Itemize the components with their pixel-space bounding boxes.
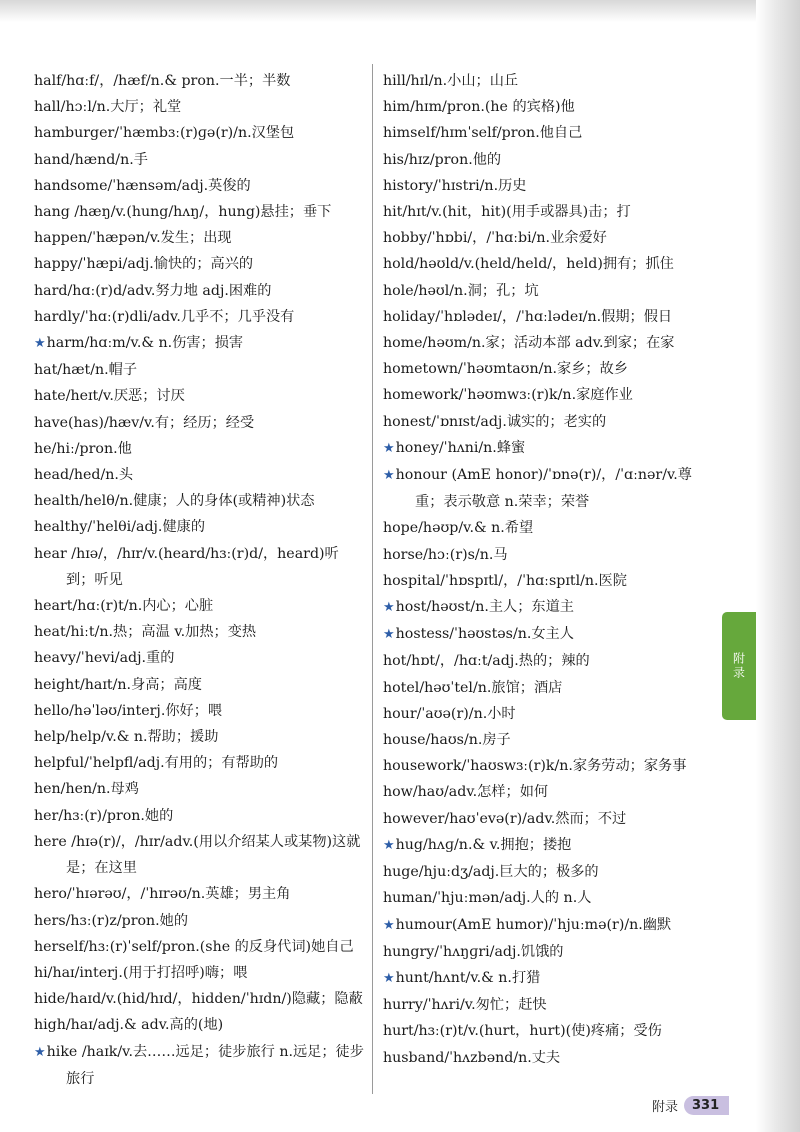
entry-text: here /hɪə(r)/，/hɪr/adv.(用以介绍某人或某物)这就是；在这里: [34, 833, 361, 877]
entry-text: help/help/v.& n.帮助；援助: [34, 729, 219, 746]
dictionary-entry: [34, 68, 366, 94]
dictionary-entry: [34, 304, 366, 330]
dictionary-entry: [34, 960, 366, 986]
dictionary-entry: [34, 278, 366, 304]
entry-text: hour/ˈaʊə(r)/n.小时: [383, 705, 516, 722]
dictionary-entry: [34, 94, 366, 120]
dictionary-entry: [34, 436, 366, 462]
dictionary-entry: [383, 304, 719, 330]
star-icon: ★: [383, 627, 395, 643]
dictionary-entry: [383, 515, 719, 541]
dictionary-entry: [34, 147, 366, 173]
dictionary-entry: [34, 645, 366, 671]
entry-text: huge/hjuːdʒ/adj.巨大的；极多的: [383, 864, 599, 881]
dictionary-entry: [34, 120, 366, 146]
entry-text: hotel/həʊˈtel/n.旅馆；酒店: [383, 679, 563, 696]
entry-text: hard/hɑː(r)d/adv.努力地 adj.困难的: [34, 282, 272, 299]
entry-text: how/haʊ/adv.怎样；如何: [383, 784, 549, 801]
entry-text: himself/hɪmˈself/pron.他自己: [383, 125, 583, 142]
entry-text: however/haʊˈevə(r)/adv.然而；不过: [383, 810, 627, 827]
entry-text: hamburger/ˈhæmbɜː(r)ɡə(r)/n.汉堡包: [34, 125, 295, 142]
entry-text: hobby/ˈhɒbi/，/ˈhɑːbi/n.业余爱好: [383, 230, 607, 247]
dictionary-entry: [34, 1039, 366, 1092]
entry-text: harm/hɑːm/v.& n.伤害；损害: [46, 335, 244, 352]
entry-text: hug/hʌɡ/n.& v.拥抱；搂抱: [395, 836, 572, 853]
dictionary-entry: [34, 1012, 366, 1038]
dictionary-entry: [34, 330, 366, 357]
entry-text: hate/heɪt/v.厌恶；讨厌: [34, 388, 185, 405]
entry-text: horse/hɔː(r)s/n.马: [383, 546, 508, 563]
dictionary-entry: [34, 986, 366, 1012]
dictionary-entry: [383, 992, 719, 1018]
dictionary-entry: [383, 462, 719, 515]
entry-text: hat/hæt/n.帽子: [34, 362, 138, 379]
dictionary-entry: [383, 965, 719, 992]
dictionary-entry: [383, 409, 719, 435]
dictionary-entry: [34, 776, 366, 802]
star-icon: ★: [34, 1044, 46, 1060]
entry-text: humour(AmE humor)/ˈhjuːmə(r)/n.幽默: [395, 916, 672, 933]
entry-text: high/haɪ/adj.& adv.高的(地): [34, 1017, 224, 1034]
entry-text: human/ˈhjuːmən/adj.人的 n.人: [383, 890, 592, 907]
dictionary-entry: [383, 382, 719, 408]
dictionary-entry: [383, 912, 719, 939]
entry-text: hurt/hɜː(r)t/v.(hurt，hurt)(使)疼痛；受伤: [383, 1023, 662, 1040]
star-icon: ★: [383, 440, 395, 456]
dictionary-entry: [383, 225, 719, 251]
entry-text: hall/hɔːl/n.大厅；礼堂: [34, 99, 182, 116]
entry-text: health/helθ/n.健康；人的身体(或精神)状态: [34, 493, 315, 510]
entry-text: honour (AmE honor)/ˈɒnə(r)/，/ˈɑːnər/v.尊重；表示敬意 n.荣幸；荣誉: [395, 467, 692, 511]
dictionary-entry: [34, 881, 366, 907]
dictionary-entry: [383, 648, 719, 674]
dictionary-entry: [34, 672, 366, 698]
dictionary-entry: [383, 832, 719, 859]
dictionary-entry: [383, 1018, 719, 1044]
entry-text: heat/hiːt/n.热；高温 v.加热；变热: [34, 624, 257, 641]
entry-text: handsome/ˈhænsəm/adj.英俊的: [34, 177, 251, 194]
dictionary-entry: [383, 120, 719, 146]
dictionary-entry: [383, 199, 719, 225]
star-icon: ★: [383, 970, 395, 986]
entry-text: head/hed/n.头: [34, 467, 134, 484]
dictionary-entry: [383, 859, 719, 885]
entry-text: hide/haɪd/v.(hid/hɪd/，hidden/ˈhɪdn/)隐藏；隐蔽: [34, 991, 363, 1008]
dictionary-entry: [383, 542, 719, 568]
dictionary-entry: [383, 779, 719, 805]
dictionary-entry: [383, 701, 719, 727]
entry-text: homework/ˈhəʊmwɜː(r)k/n.家庭作业: [383, 387, 633, 404]
entry-text: hers/hɜː(r)z/pron.她的: [34, 912, 189, 929]
dictionary-entry: [383, 594, 719, 621]
dictionary-entry: [34, 934, 366, 960]
entry-text: hand/hænd/n.手: [34, 151, 148, 168]
entry-text: hole/həʊl/n.洞；孔；坑: [383, 282, 539, 299]
entry-text: her/hɜː(r)/pron.她的: [34, 807, 174, 824]
entry-text: hold/həʊld/v.(held/held/，held)拥有；抓住: [383, 256, 674, 273]
entry-text: honey/ˈhʌni/n.蜂蜜: [395, 439, 526, 456]
star-icon: ★: [383, 468, 395, 484]
entry-text: host/həʊst/n.主人；东道主: [395, 599, 574, 616]
dictionary-entry: [383, 568, 719, 594]
dictionary-entry: [383, 675, 719, 701]
dictionary-entry: [383, 147, 719, 173]
dictionary-entry: [383, 94, 719, 120]
dictionary-entry: [34, 803, 366, 829]
dictionary-entry: [383, 939, 719, 965]
entry-text: height/haɪt/n.身高；高度: [34, 676, 202, 693]
dictionary-entry: [383, 885, 719, 911]
star-icon: ★: [34, 336, 46, 352]
dictionary-entry: [34, 225, 366, 251]
entry-text: have(has)/hæv/v.有；经历；经受: [34, 414, 255, 431]
entry-text: home/həʊm/n.家；活动本部 adv.到家；在家: [383, 335, 675, 352]
entry-text: herself/hɜː(r)ˈself/pron.(she 的反身代词)她自己: [34, 938, 354, 955]
entry-text: heart/hɑː(r)t/n.内心；心脏: [34, 598, 214, 615]
entry-text: happy/ˈhæpi/adj.愉快的；高兴的: [34, 256, 254, 273]
dictionary-entry: [34, 462, 366, 488]
dictionary-entry: [383, 753, 719, 779]
entry-text: heavy/ˈhevi/adj.重的: [34, 650, 175, 667]
entry-text: hear /hɪə/，/hɪr/v.(heard/hɜː(r)d/，heard)听到；听见: [34, 545, 339, 588]
dictionary-entry: [383, 621, 719, 648]
entry-text: hello/həˈləʊ/interj.你好；喂: [34, 702, 223, 719]
dictionary-entry: [34, 173, 366, 199]
entry-text: hit/hɪt/v.(hit，hit)(用手或器具)击；打: [383, 204, 631, 221]
dictionary-entry: [383, 356, 719, 382]
dictionary-entry: [34, 908, 366, 934]
star-icon: ★: [383, 600, 395, 616]
dictionary-entry: [34, 541, 366, 593]
appendix-side-tab[interactable]: 附录: [722, 612, 756, 720]
entry-text: hospital/ˈhɒspɪtl/，/ˈhɑːspɪtl/n.医院: [383, 572, 627, 589]
dictionary-entry: [34, 514, 366, 540]
dictionary-entry: [34, 383, 366, 409]
dictionary-entry: [34, 199, 366, 225]
page-number: 331: [684, 1096, 729, 1115]
dictionary-entry: [383, 806, 719, 832]
entry-text: hen/hen/n.母鸡: [34, 781, 139, 798]
entry-text: hill/hɪl/n.小山；山丘: [383, 73, 519, 89]
entry-text: hi/haɪ/interj.(用于打招呼)嗨；喂: [34, 964, 248, 981]
entry-text: half/hɑːf/，/hæf/n.& pron.一半；半数: [34, 73, 291, 89]
dictionary-entry: [383, 68, 719, 94]
page-footer: [652, 1094, 729, 1116]
star-icon: ★: [383, 837, 395, 853]
entry-text: hope/həʊp/v.& n.希望: [383, 520, 534, 537]
entry-text: helpful/ˈhelpfl/adj.有用的；有帮助的: [34, 755, 279, 772]
dictionary-entry: [34, 251, 366, 277]
dictionary-entry: [34, 698, 366, 724]
footer-label: 附录: [652, 1099, 679, 1115]
entry-text: him/hɪm/pron.(he 的宾格)他: [383, 99, 575, 116]
entry-text: hunt/hʌnt/v.& n.打猎: [395, 969, 541, 986]
entry-text: honest/ˈɒnɪst/adj.诚实的；老实的: [383, 413, 607, 430]
entry-text: hungry/ˈhʌŋɡri/adj.饥饿的: [383, 943, 564, 960]
dictionary-entry: [34, 357, 366, 383]
entry-text: hometown/ˈhəʊmtaʊn/n.家乡；故乡: [383, 361, 628, 378]
entry-text: history/ˈhɪstri/n.历史: [383, 177, 527, 194]
column-divider: [372, 64, 373, 1094]
dictionary-entry: [383, 330, 719, 356]
dictionary-entry: [383, 278, 719, 304]
dictionary-entry: [383, 435, 719, 462]
entry-text: hardly/ˈhɑː(r)dli/adv.几乎不；几乎没有: [34, 308, 295, 325]
dictionary-entry: [34, 593, 366, 619]
entry-text: holiday/ˈhɒlədeɪ/，/ˈhɑːlədeɪ/n.假期；假日: [383, 308, 673, 325]
dictionary-entry: [34, 724, 366, 750]
entry-text: hike /haɪk/v.去……远足；徒步旅行 n.远足；徒步旅行: [46, 1043, 364, 1087]
entry-text: healthy/ˈhelθi/adj.健康的: [34, 519, 206, 536]
dictionary-entry: [383, 251, 719, 277]
entry-text: house/haʊs/n.房子: [383, 732, 511, 749]
entry-text: housework/ˈhaʊswɜː(r)k/n.家务劳动；家务事: [383, 758, 687, 775]
left-column: [34, 68, 366, 1092]
entry-text: his/hɪz/pron.他的: [383, 151, 502, 168]
entry-text: hang /hæŋ/v.(hung/hʌŋ/，hung)悬挂；垂下: [34, 204, 332, 221]
page-top-shadow: [0, 0, 760, 22]
entry-text: hostess/ˈhəʊstəs/n.女主人: [395, 626, 574, 643]
entry-text: hurry/ˈhʌri/v.匆忙；赶快: [383, 997, 547, 1014]
star-icon: ★: [383, 917, 395, 933]
page-spine-shadow: [756, 0, 800, 1132]
entry-text: husband/ˈhʌzbənd/n.丈夫: [383, 1049, 561, 1066]
dictionary-entry: [34, 410, 366, 436]
dictionary-entry: [383, 1045, 719, 1071]
dictionary-entry: [383, 173, 719, 199]
entry-text: hot/hɒt/，/hɑːt/adj.热的；辣的: [383, 653, 590, 670]
dictionary-entry: [34, 750, 366, 776]
dictionary-entry: [34, 488, 366, 514]
right-column: [383, 68, 719, 1071]
entry-text: happen/ˈhæpən/v.发生；出现: [34, 230, 232, 247]
dictionary-entry: [34, 619, 366, 645]
entry-text: hero/ˈhɪərəʊ/，/ˈhɪrəʊ/n.英雄；男主角: [34, 886, 291, 903]
dictionary-entry: [34, 829, 366, 881]
dictionary-entry: [383, 727, 719, 753]
entry-text: he/hiː/pron.他: [34, 440, 132, 457]
